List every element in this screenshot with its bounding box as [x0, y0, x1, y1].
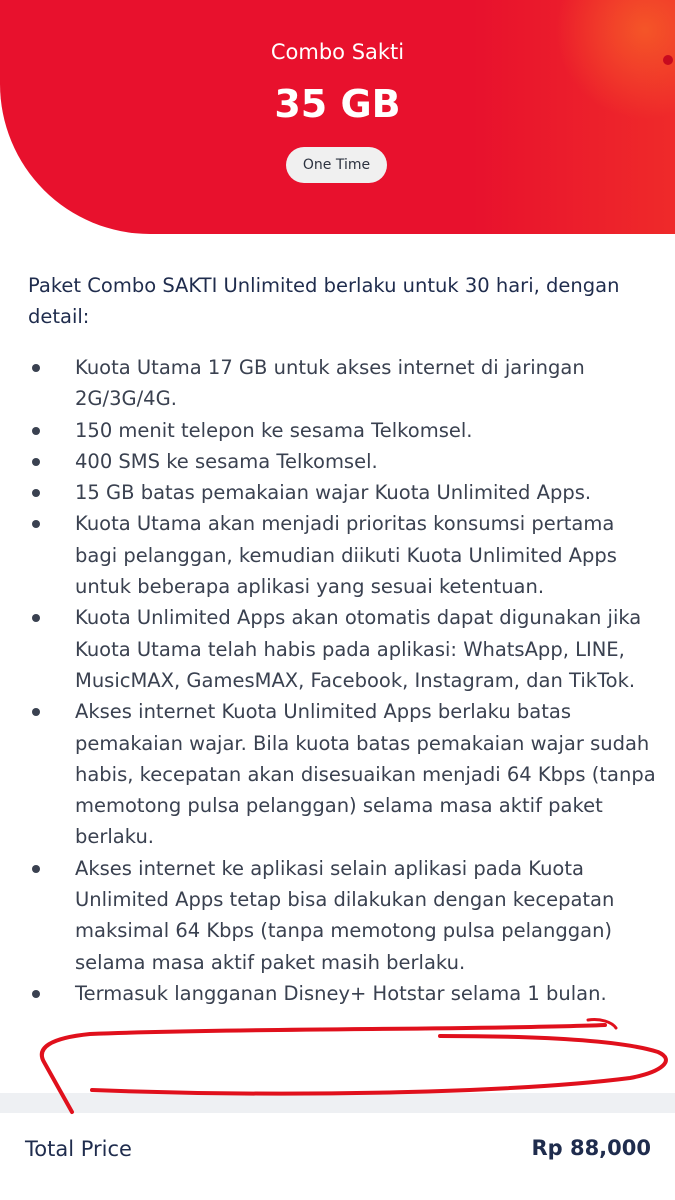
list-item-text: 400 SMS ke sesama Telkomsel. [75, 449, 378, 473]
bullet-dot-icon [32, 614, 40, 622]
annotation-stroke [92, 1036, 666, 1094]
plan-name: Combo Sakti [270, 40, 405, 64]
list-item [28, 602, 658, 696]
list-item [28, 415, 658, 446]
bullet-dot-icon [32, 458, 40, 466]
list-item [28, 853, 658, 978]
price-footer [0, 1113, 675, 1200]
details-intro: Paket Combo SAKTI Unlimited berlaku untuk 30 hari, dengan detail: [28, 274, 620, 328]
bullet-dot-icon [32, 427, 40, 435]
list-item [28, 508, 658, 602]
total-price-value: Rp 88,000 [531, 1136, 651, 1160]
list-item-text: Kuota Unlimited Apps akan otomatis dapat digunakan jika Kuota Utama telah habis pada aplikasi: WhatsApp, LINE, MusicMAX, GamesMAX, Facebook, Instagram, dan TikTok. [75, 606, 642, 692]
bullet-dot-icon [32, 990, 40, 998]
bullet-dot-icon [32, 520, 40, 528]
list-item-text: Akses internet ke aplikasi selain aplikasi pada Kuota Unlimited Apps tetap bisa dilakukan dengan kecepatan maksimal 64 Kbps (tanpa memotong pulsa pelanggan) selama masa aktif paket masih berlaku. [75, 856, 615, 974]
bullet-dot-icon [32, 489, 40, 497]
plan-size: 35 GB [274, 82, 401, 126]
total-price-label: Total Price [25, 1137, 132, 1161]
list-item-text: Akses internet Kuota Unlimited Apps berlaku batas pemakaian wajar. Bila kuota batas pemakaian wajar sudah habis, kecepatan akan disesuaikan menjadi 64 Kbps (tanpa memotong pulsa pelanggan) selama masa aktif paket berlaku. [75, 700, 656, 849]
bullet-dot-icon [32, 865, 40, 873]
list-item-text: Kuota Utama 17 GB untuk akses internet di jaringan 2G/3G/4G. [75, 356, 585, 411]
details-list [28, 352, 658, 1009]
list-item-text: 15 GB batas pemakaian wajar Kuota Unlimited Apps. [75, 481, 592, 505]
bullet-dot-icon [32, 708, 40, 716]
list-item-text: Kuota Utama akan menjadi prioritas konsumsi pertama bagi pelanggan, kemudian diikuti Kuota Unlimited Apps untuk beberapa aplikasi yang sesuai ketentuan. [75, 512, 617, 599]
list-item-text: 150 menit telepon ke sesama Telkomsel. [75, 418, 473, 442]
list-item [28, 477, 658, 508]
bullet-dot-icon [32, 364, 40, 372]
list-item [28, 696, 658, 852]
list-item [28, 446, 658, 477]
footer-divider [0, 1093, 675, 1113]
list-item-highlighted [28, 978, 658, 1009]
list-item [28, 352, 658, 415]
annotation-stroke [588, 1019, 616, 1028]
plan-header [0, 0, 675, 234]
list-item-text: Termasuk langganan Disney+ Hotstar selama 1 bulan. [75, 981, 607, 1005]
plan-details [28, 270, 658, 1009]
plan-type-badge: One Time [286, 147, 387, 183]
